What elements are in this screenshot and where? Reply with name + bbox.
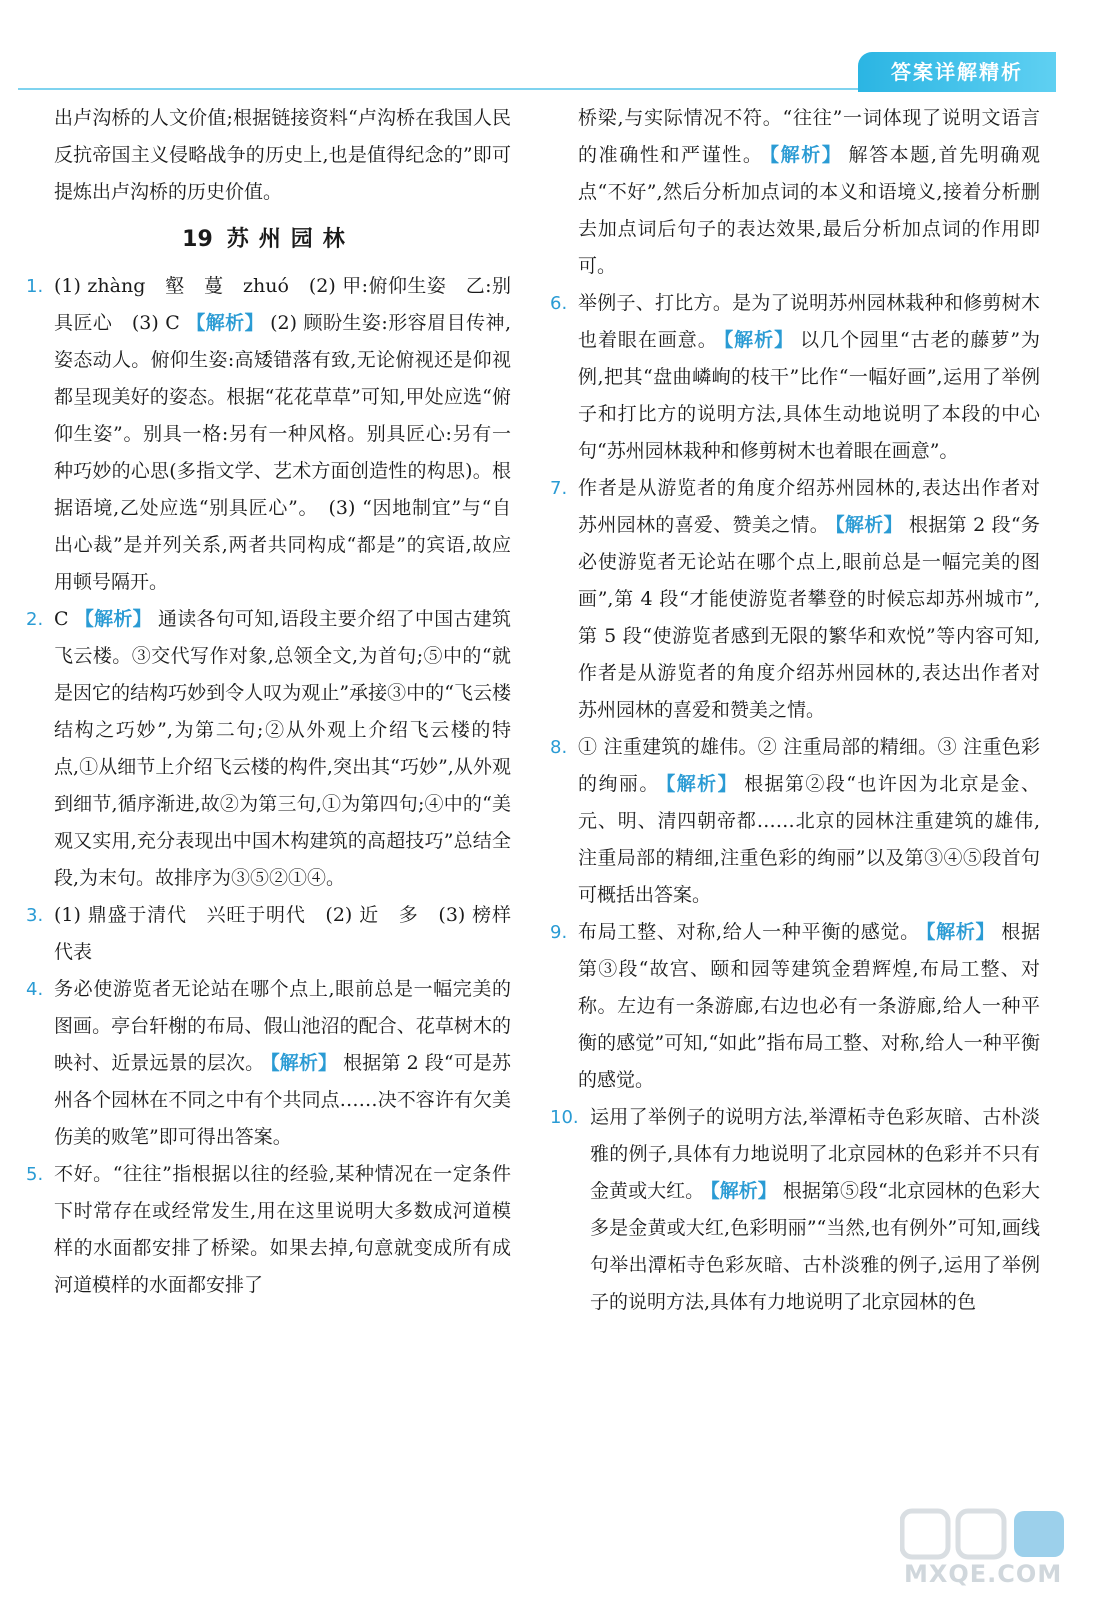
item-number: 10. (550, 1107, 579, 1128)
analysis-text: 根据第②段“也许因为北京是金、元、明、清四朝帝都……北京的园林注重建筑的雄伟,注重局部的精细,注重色彩的绚丽”以及第③④⑤段首句可概括出答案。 (578, 773, 1040, 906)
answer-text: 运用了举例子的说明方法,举潭柘寺色彩灰暗、古朴淡雅的例子,具体有力地说明了北京园林的色彩并不只有金黄或大红。 (590, 1106, 1040, 1202)
analysis-tag: 【解析】 (665, 773, 739, 795)
answer-item-2 (26, 601, 511, 897)
answer-text: 务必使游览者无论站在哪个点上,眼前总是一幅完美的图画。亭台轩榭的布局、假山池沼的配合、花草树木的映衬、近景远景的层次。 (54, 978, 511, 1074)
analysis-tag: 【解析】 (769, 144, 843, 166)
item-number: 9. (550, 922, 568, 943)
answer-item-9 (550, 914, 1040, 1099)
section-number: 19 (182, 227, 213, 252)
answer-item-5 (26, 1156, 511, 1304)
answer-item-7 (550, 470, 1040, 729)
section-title (26, 221, 511, 258)
answer-text: 布局工整、对称,给人一种平衡的感觉。 (578, 921, 920, 943)
answer-text: 作者是从游览者的角度介绍苏州园林的,表达出作者对苏州园林的喜爱、赞美之情。 (578, 477, 1040, 536)
header-tab: 答案详解精析 (858, 52, 1056, 92)
item-number: 3. (26, 905, 44, 926)
item-number: 5. (26, 1164, 44, 1185)
page-header (0, 0, 1098, 92)
analysis-tag: 【解析】 (925, 921, 996, 943)
right-intro-paragraph (550, 100, 1040, 285)
answer-text: ① 注重建筑的雄伟。② 注重局部的精细。③ 注重色彩的绚丽。 (578, 736, 1040, 795)
answer-item-10 (550, 1099, 1040, 1321)
analysis-tag: 【解析】 (270, 1052, 338, 1074)
item-number: 6. (550, 293, 568, 314)
header-rule (18, 88, 858, 90)
analysis-text: 根据第 2 段“可是苏州各个园林在不同之中有个共同点……决不容许有欠美伤美的败笔”即可得出答案。 (54, 1052, 511, 1148)
right-column (550, 100, 1040, 1321)
analysis-text: 解答本题,首先明确观点“不好”,然后分析加点词的本义和语境义,接着分析删去加点词后句子的表达效果,最后分析加点词的作用即可。 (578, 144, 1040, 277)
analysis-text: 通读各句可知,语段主要介绍了中国古建筑飞云楼。③交代写作对象,总领全文,为首句;⑤中的“就是因它的结构巧妙到令人叹为观止”承接③中的“飞云楼结构之巧妙”,为第二句;②从外观上介绍飞云楼的特点,①从细节上介绍飞云楼的构件,突出其“巧妙”,从外观到细节,循序渐进,故②为第三句,①为第四句;④中的“美观又实用,充分表现出中国木构建筑的高超技巧”总结全段,为末句。故排序为③⑤②①④。 (54, 608, 511, 889)
analysis-text: (2) 顾盼生姿:形容眉目传神,姿态动人。俯仰生姿:高矮错落有致,无论俯视还是仰视都呈现美好的姿态。根据“花花草草”可知,甲处应选“俯仰生姿”。别具一格:另有一种风格。别具匠心:另有一种巧妙的心思(多指文学、艺术方面创造性的构思)。根据语境,乙处应选“别具匠心”。 (3) “因地制宜”与“自出心裁”是并列关系,两者共同构成“都是”的宾语,故应用顿号隔开。 (54, 312, 511, 593)
item-number: 8. (550, 737, 568, 758)
analysis-text: 根据第 2 段“务必使游览者无论站在哪个点上,眼前总是一幅完美的图画”,第 4 段“才能使游览者攀登的时候忘却苏州城市”,第 5 段“使游览者感到无限的繁华和欢悦”等内容可知,作者是从游览者的角度介绍苏州园林的,表达出作者对苏州园林的喜爱和赞美之情。 (578, 514, 1040, 721)
answer-text: (1) zhàng 壑 蔓 zhuó (2) 甲:俯仰生姿 乙:别具匠心 (3) C (54, 275, 511, 334)
answer-item-3 (26, 897, 531, 971)
analysis-text: 根据第⑤段“北京园林的色彩大多是金黄或大红,色彩明丽”“当然,也有例外”可知,画线句举出潭柘寺色彩灰暗、古朴淡雅的例子,运用了举例子的说明方法,具体有力地说明了北京园林的色 (590, 1180, 1040, 1313)
analysis-text: 根据第③段“故宫、颐和园等建筑金碧辉煌,布局工整、对称。左边有一条游廊,右边也必有一条游廊,给人一种平衡的感觉”可知,“如此”指布局工整、对称,给人一种平衡的感觉。 (578, 921, 1040, 1091)
answer-text: 不好。“往往”指根据以往的经验,某种情况在一定条件下时常存在或经常发生,用在这里说明大多数成河道模样的水面都安排了桥梁。如果去掉,句意就变成所有成河道模样的水面都安排了 (54, 1163, 511, 1296)
item-number: 4. (26, 979, 44, 1000)
analysis-tag: 【解析】 (723, 329, 795, 351)
left-column (26, 100, 531, 1304)
analysis-tag: 【解析】 (835, 514, 903, 536)
section-title-text: 苏州园林 (226, 227, 355, 252)
left-intro-paragraph: 出卢沟桥的人文价值;根据链接资料“卢沟桥在我国人民反抗帝国主义侵略战争的历史上,也是值得纪念的”即可提炼出卢沟桥的历史价值。 (54, 107, 511, 203)
answer-item-8 (550, 729, 1040, 914)
item-number: 7. (550, 478, 568, 499)
analysis-tag: 【解析】 (74, 608, 152, 630)
answer-item-4 (26, 971, 511, 1156)
intro-answer-text: 桥梁,与实际情况不符。“往往”一词体现了说明文语言的准确性和严谨性。 (578, 107, 1040, 166)
answer-text: 举例子、打比方。是为了说明苏州园林栽种和修剪树木也着眼在画意。 (578, 292, 1040, 351)
answer-text: (1) 鼎盛于清代 兴旺于明代 (2) 近 多 (3) 榜样 代表 (54, 904, 531, 963)
answer-item-6 (550, 285, 1040, 470)
analysis-tag: 【解析】 (710, 1180, 777, 1202)
analysis-tag: 【解析】 (185, 312, 265, 334)
item-number: 1. (26, 276, 44, 297)
answer-text: C (54, 608, 69, 630)
analysis-text: 以几个园里“古老的藤萝”为例,把其“盘曲嶙峋的枝干”比作“一幅好画”,运用了举例子和打比方的说明方法,具体生动地说明了本段的中心句“苏州园林栽种和修剪树木也着眼在画意”。 (578, 329, 1040, 462)
watermark-text: MXQE.COM (904, 1560, 1063, 1588)
item-number: 2. (26, 609, 44, 630)
answer-item-1 (26, 268, 511, 601)
